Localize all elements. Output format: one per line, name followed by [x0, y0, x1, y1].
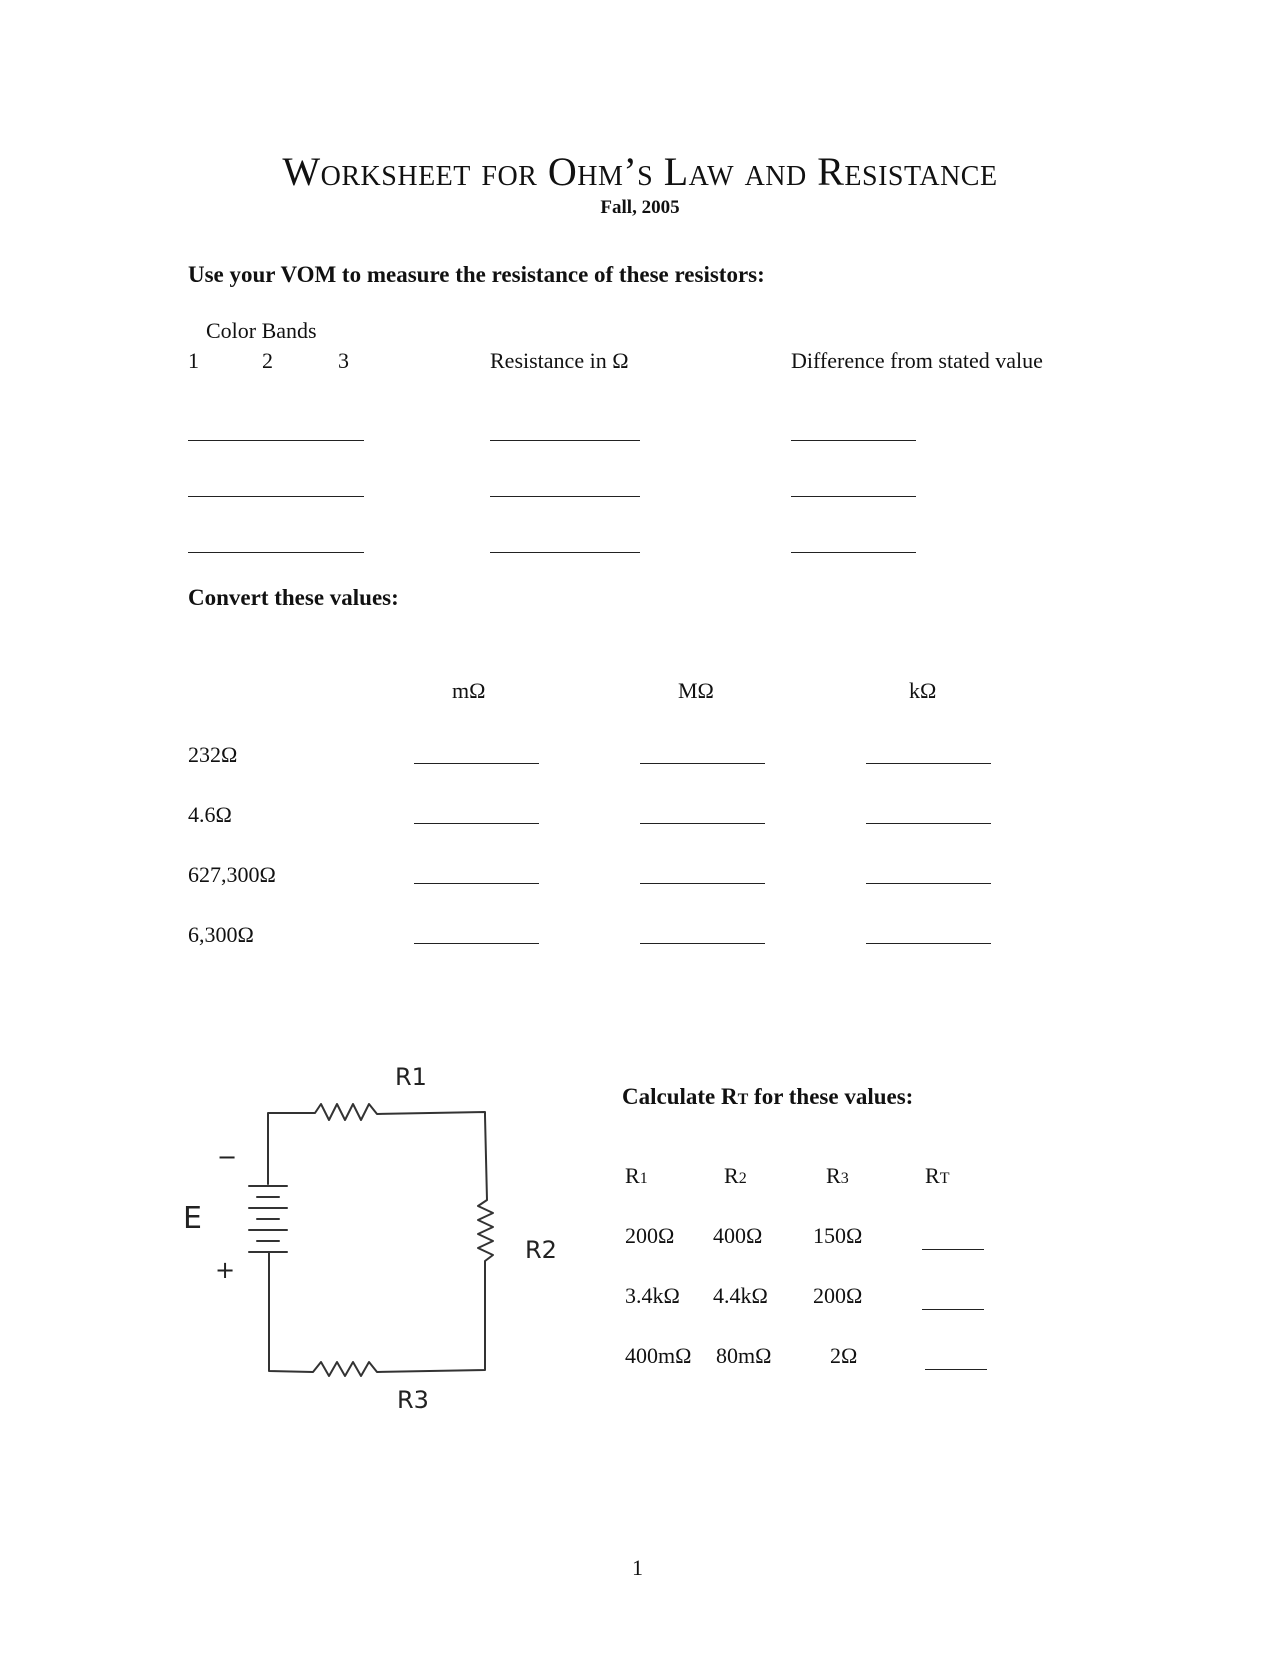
convert-blank-megaohm[interactable]	[640, 883, 765, 884]
r1-value: 200Ω	[625, 1223, 675, 1248]
color-bands-label: Color Bands	[206, 318, 317, 343]
convert-blank-milliohm[interactable]	[414, 823, 539, 824]
band-number-3: 3	[338, 348, 349, 373]
resistance-blank[interactable]	[490, 496, 640, 497]
difference-blank[interactable]	[791, 552, 916, 553]
label-r1: R1	[395, 1063, 427, 1091]
rt-answer-blank[interactable]	[925, 1369, 987, 1370]
convert-value: 6,300Ω	[188, 922, 254, 947]
difference-blank[interactable]	[791, 440, 916, 441]
top-wire	[268, 1104, 485, 1120]
convert-value: 4.6Ω	[188, 802, 232, 827]
section3-heading: Calculate RT for these values:	[622, 1084, 914, 1109]
label-r3: R3	[397, 1386, 429, 1414]
r2-value: 400Ω	[713, 1223, 763, 1248]
convert-blank-megaohm[interactable]	[640, 763, 765, 764]
right-wire	[478, 1116, 493, 1360]
label-plus: +	[215, 1256, 236, 1284]
r3-value: 2Ω	[830, 1343, 858, 1368]
convert-blank-kiloohm[interactable]	[866, 823, 991, 824]
band-number-1: 1	[188, 348, 199, 373]
column-header-r2: R2	[724, 1163, 747, 1188]
r2-value: 4.4kΩ	[713, 1283, 768, 1308]
column-header-r1: R1	[625, 1163, 648, 1188]
r3-value: 200Ω	[813, 1283, 863, 1308]
convert-value: 627,300Ω	[188, 862, 276, 887]
r1-value: 3.4kΩ	[625, 1283, 680, 1308]
convert-blank-kiloohm[interactable]	[866, 883, 991, 884]
column-header-rt: RT	[925, 1163, 950, 1188]
page-number: 1	[632, 1555, 643, 1580]
page-subtitle: Fall, 2005	[600, 197, 680, 218]
label-e: E	[183, 1201, 202, 1236]
r2-value: 80mΩ	[716, 1343, 772, 1368]
convert-blank-milliohm[interactable]	[414, 883, 539, 884]
color-bands-blank[interactable]	[188, 552, 364, 553]
label-r2: R2	[525, 1236, 557, 1264]
convert-blank-milliohm[interactable]	[414, 763, 539, 764]
page-title: Worksheet for Ohm’s Law and Resistance	[282, 149, 998, 194]
convert-blank-megaohm[interactable]	[640, 823, 765, 824]
difference-blank[interactable]	[791, 496, 916, 497]
r1-value: 400mΩ	[625, 1343, 692, 1368]
difference-label: Difference from stated value	[791, 348, 1043, 373]
resistance-blank[interactable]	[490, 440, 640, 441]
unit-kiloohm: kΩ	[909, 678, 937, 703]
rt-answer-blank[interactable]	[922, 1249, 984, 1250]
resistance-blank[interactable]	[490, 552, 640, 553]
convert-blank-kiloohm[interactable]	[866, 763, 991, 764]
convert-blank-megaohm[interactable]	[640, 943, 765, 944]
convert-blank-kiloohm[interactable]	[866, 943, 991, 944]
color-bands-blank[interactable]	[188, 496, 364, 497]
r3-value: 150Ω	[813, 1223, 863, 1248]
band-number-2: 2	[262, 348, 273, 373]
section1-heading: Use your VOM to measure the resistance of these resistors:	[188, 262, 765, 287]
section2-heading: Convert these values:	[188, 585, 399, 610]
label-minus: −	[217, 1143, 238, 1171]
unit-milliohm: mΩ	[452, 678, 486, 703]
column-header-r3: R3	[826, 1163, 849, 1188]
color-bands-blank[interactable]	[188, 440, 364, 441]
series-circuit-diagram	[185, 1050, 575, 1430]
convert-value: 232Ω	[188, 742, 238, 767]
rt-answer-blank[interactable]	[922, 1309, 984, 1310]
resistance-label: Resistance in Ω	[490, 348, 629, 373]
convert-blank-milliohm[interactable]	[414, 943, 539, 944]
bottom-wire	[269, 1260, 485, 1376]
unit-megaohm: MΩ	[678, 678, 714, 703]
